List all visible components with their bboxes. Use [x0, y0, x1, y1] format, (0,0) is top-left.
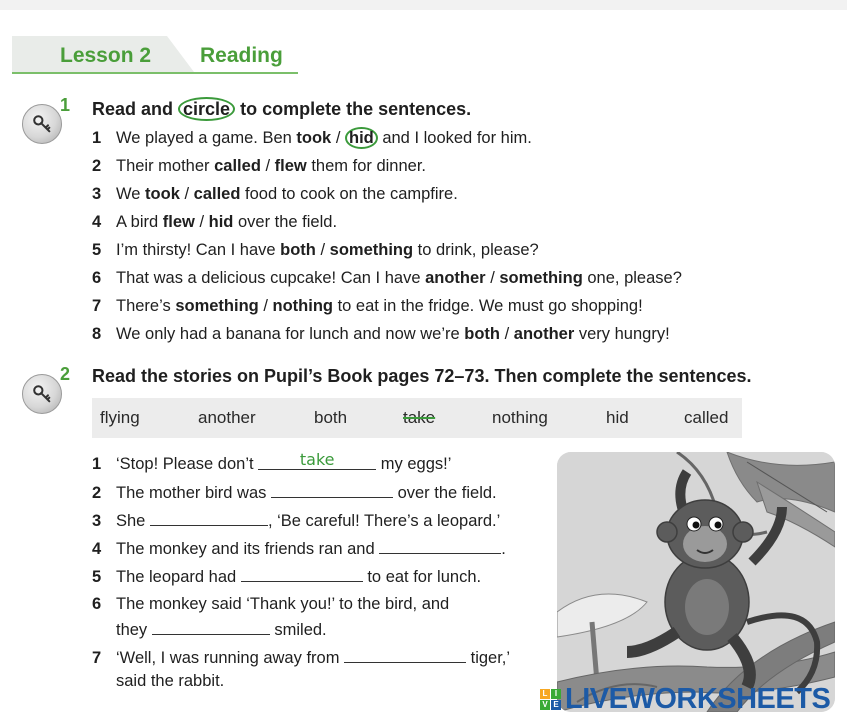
exercise-1-item — [92, 183, 458, 205]
sentence-end: tiger,’ — [466, 649, 511, 667]
sentence-start: said the rabbit. — [116, 672, 225, 690]
answer-blank[interactable] — [152, 617, 270, 635]
header-rule — [12, 72, 298, 74]
answer-blank[interactable] — [271, 480, 393, 498]
answer-blank[interactable] — [150, 508, 268, 526]
watermark-badge-letter: V — [540, 700, 550, 710]
top-strip — [0, 0, 847, 10]
option-separator: / — [258, 297, 273, 315]
item-number: 3 — [92, 185, 102, 203]
exercise-2-item — [92, 617, 327, 642]
watermark-badge-letter: I — [551, 689, 561, 699]
item-number: 5 — [92, 568, 102, 586]
sentence-start: We only had a banana for lunch and now we’re — [116, 325, 465, 343]
option-1[interactable]: both — [280, 241, 316, 259]
sentence-start: We — [116, 185, 146, 203]
option-separator: / — [500, 325, 514, 343]
sentence-start: The monkey and its friends ran and — [116, 540, 380, 558]
item-number: 5 — [92, 241, 102, 259]
sentence-start: Their mother — [116, 157, 215, 175]
sentence-start: There’s — [116, 297, 176, 315]
option-1[interactable]: took — [296, 129, 332, 147]
item-number: 1 — [92, 129, 102, 147]
sentence-start: She — [116, 512, 150, 530]
answer-text: take — [299, 450, 335, 469]
answer-blank[interactable] — [241, 564, 363, 582]
title-text-pre: Read and — [92, 99, 179, 119]
circled-word: circle — [178, 97, 235, 121]
sentence-end: very hungry! — [574, 325, 670, 343]
option-2[interactable]: something — [499, 269, 583, 287]
sentence-end: to drink, please? — [413, 241, 539, 259]
sentence-end: over the field. — [392, 484, 497, 502]
sentence-start: That was a delicious cupcake! Can I have — [116, 269, 426, 287]
sentence-end: food to cook on the campfire. — [240, 185, 458, 203]
word-bank-word: called — [684, 408, 729, 427]
sentence-end: them for dinner. — [306, 157, 426, 175]
monkey-illustration — [557, 452, 835, 712]
exercise-1-item — [92, 295, 643, 317]
item-number: 4 — [92, 213, 102, 231]
option-1[interactable]: called — [214, 157, 261, 175]
exercise-1-title — [92, 97, 471, 121]
title-text-post: to complete the sentences. — [235, 99, 472, 119]
sentence-end: , ‘Be careful! There’s a leopard.’ — [267, 512, 501, 530]
sentence-end: smiled. — [269, 621, 327, 639]
option-2[interactable]: hid — [345, 127, 378, 149]
option-separator: / — [260, 157, 275, 175]
item-number: 8 — [92, 325, 102, 343]
key-icon — [22, 374, 62, 414]
watermark-badge-letter: E — [551, 700, 561, 710]
option-separator: / — [194, 213, 209, 231]
exercise-1-item — [92, 239, 539, 261]
exercise-2-item — [92, 452, 451, 476]
sentence-start: they — [116, 621, 152, 639]
sentence-end: to eat for lunch. — [362, 568, 482, 586]
sentence-end: over the field. — [233, 213, 338, 231]
sentence-end: one, please? — [582, 269, 682, 287]
sentence-start: ‘Stop! Please don’t — [116, 455, 259, 473]
item-number: 6 — [92, 269, 102, 287]
exercise-2-item — [92, 645, 510, 670]
option-1[interactable]: took — [145, 185, 180, 203]
sentence-start: I’m thirsty! Can I have — [116, 241, 281, 259]
watermark — [540, 683, 830, 715]
sentence-end: to eat in the fridge. We must go shopping! — [332, 297, 643, 315]
item-number: 2 — [92, 157, 102, 175]
sentence-end: my eggs!’ — [376, 455, 452, 473]
option-1[interactable]: both — [464, 325, 500, 343]
sentence-end: . — [501, 540, 506, 558]
sentence-start: The leopard had — [116, 568, 241, 586]
item-number: 7 — [92, 649, 102, 667]
answer-blank[interactable] — [344, 645, 466, 663]
option-separator: / — [331, 129, 345, 147]
watermark-text: LIVEWORKSHEETS — [565, 682, 831, 715]
option-2[interactable]: called — [193, 185, 241, 203]
answer-blank[interactable] — [258, 452, 376, 470]
word-bank-word: another — [198, 408, 256, 427]
option-2[interactable]: nothing — [272, 297, 333, 315]
exercise-1-item — [92, 267, 682, 289]
exercise-2-item — [92, 564, 481, 589]
item-number: 2 — [92, 484, 102, 502]
option-2[interactable]: flew — [274, 157, 307, 175]
sentence-start: We played a game. Ben — [116, 129, 297, 147]
item-number: 7 — [92, 297, 102, 315]
exercise-2-number: 2 — [60, 364, 71, 384]
word-bank-word: nothing — [492, 408, 548, 427]
sentence-start: ‘Well, I was running away from — [116, 649, 345, 667]
exercise-1-item — [92, 155, 426, 177]
exercise-2-item — [92, 536, 506, 561]
exercise-1-item — [92, 127, 532, 149]
watermark-badge-letter: L — [540, 689, 550, 699]
key-icon — [22, 104, 62, 144]
exercise-2-item — [92, 508, 500, 533]
exercise-2-title: Read the stories on Pupil’s Book pages 72–73. Then complete the sentences. — [92, 366, 752, 386]
option-1[interactable]: something — [175, 297, 259, 315]
item-number: 4 — [92, 540, 102, 558]
item-number: 1 — [92, 455, 102, 473]
word-bank — [92, 398, 742, 438]
word-bank-word: flying — [100, 408, 140, 427]
lesson-label: Lesson 2 — [60, 44, 152, 67]
option-2[interactable]: hid — [208, 213, 234, 231]
word-bank-word: both — [314, 408, 348, 427]
item-number: 3 — [92, 512, 102, 530]
option-1[interactable]: flew — [162, 213, 195, 231]
exercise-2-item — [92, 480, 497, 505]
sentence-start: A bird — [116, 213, 163, 231]
option-1[interactable]: another — [425, 269, 486, 287]
option-2[interactable]: another — [513, 325, 575, 343]
word-bank-word-used: take — [403, 408, 436, 427]
exercise-1-item — [92, 323, 670, 345]
section-title: Reading — [200, 44, 283, 67]
exercise-2-item — [92, 592, 449, 616]
option-separator: / — [485, 269, 500, 287]
word-bank-word: hid — [606, 408, 629, 427]
option-separator: / — [315, 241, 330, 259]
answer-blank[interactable] — [379, 536, 501, 554]
sentence-start: The mother bird was — [116, 484, 271, 502]
sentence-start: The monkey said ‘Thank you!’ to the bird, and — [116, 595, 450, 613]
option-2[interactable]: something — [329, 241, 414, 259]
exercise-2-item — [92, 669, 224, 693]
exercise-1-item — [92, 211, 337, 233]
exercise-1-number: 1 — [60, 95, 71, 115]
watermark-badge — [540, 689, 561, 710]
item-number: 6 — [92, 595, 102, 613]
option-separator: / — [179, 185, 194, 203]
sentence-end: and I looked for him. — [377, 129, 532, 147]
